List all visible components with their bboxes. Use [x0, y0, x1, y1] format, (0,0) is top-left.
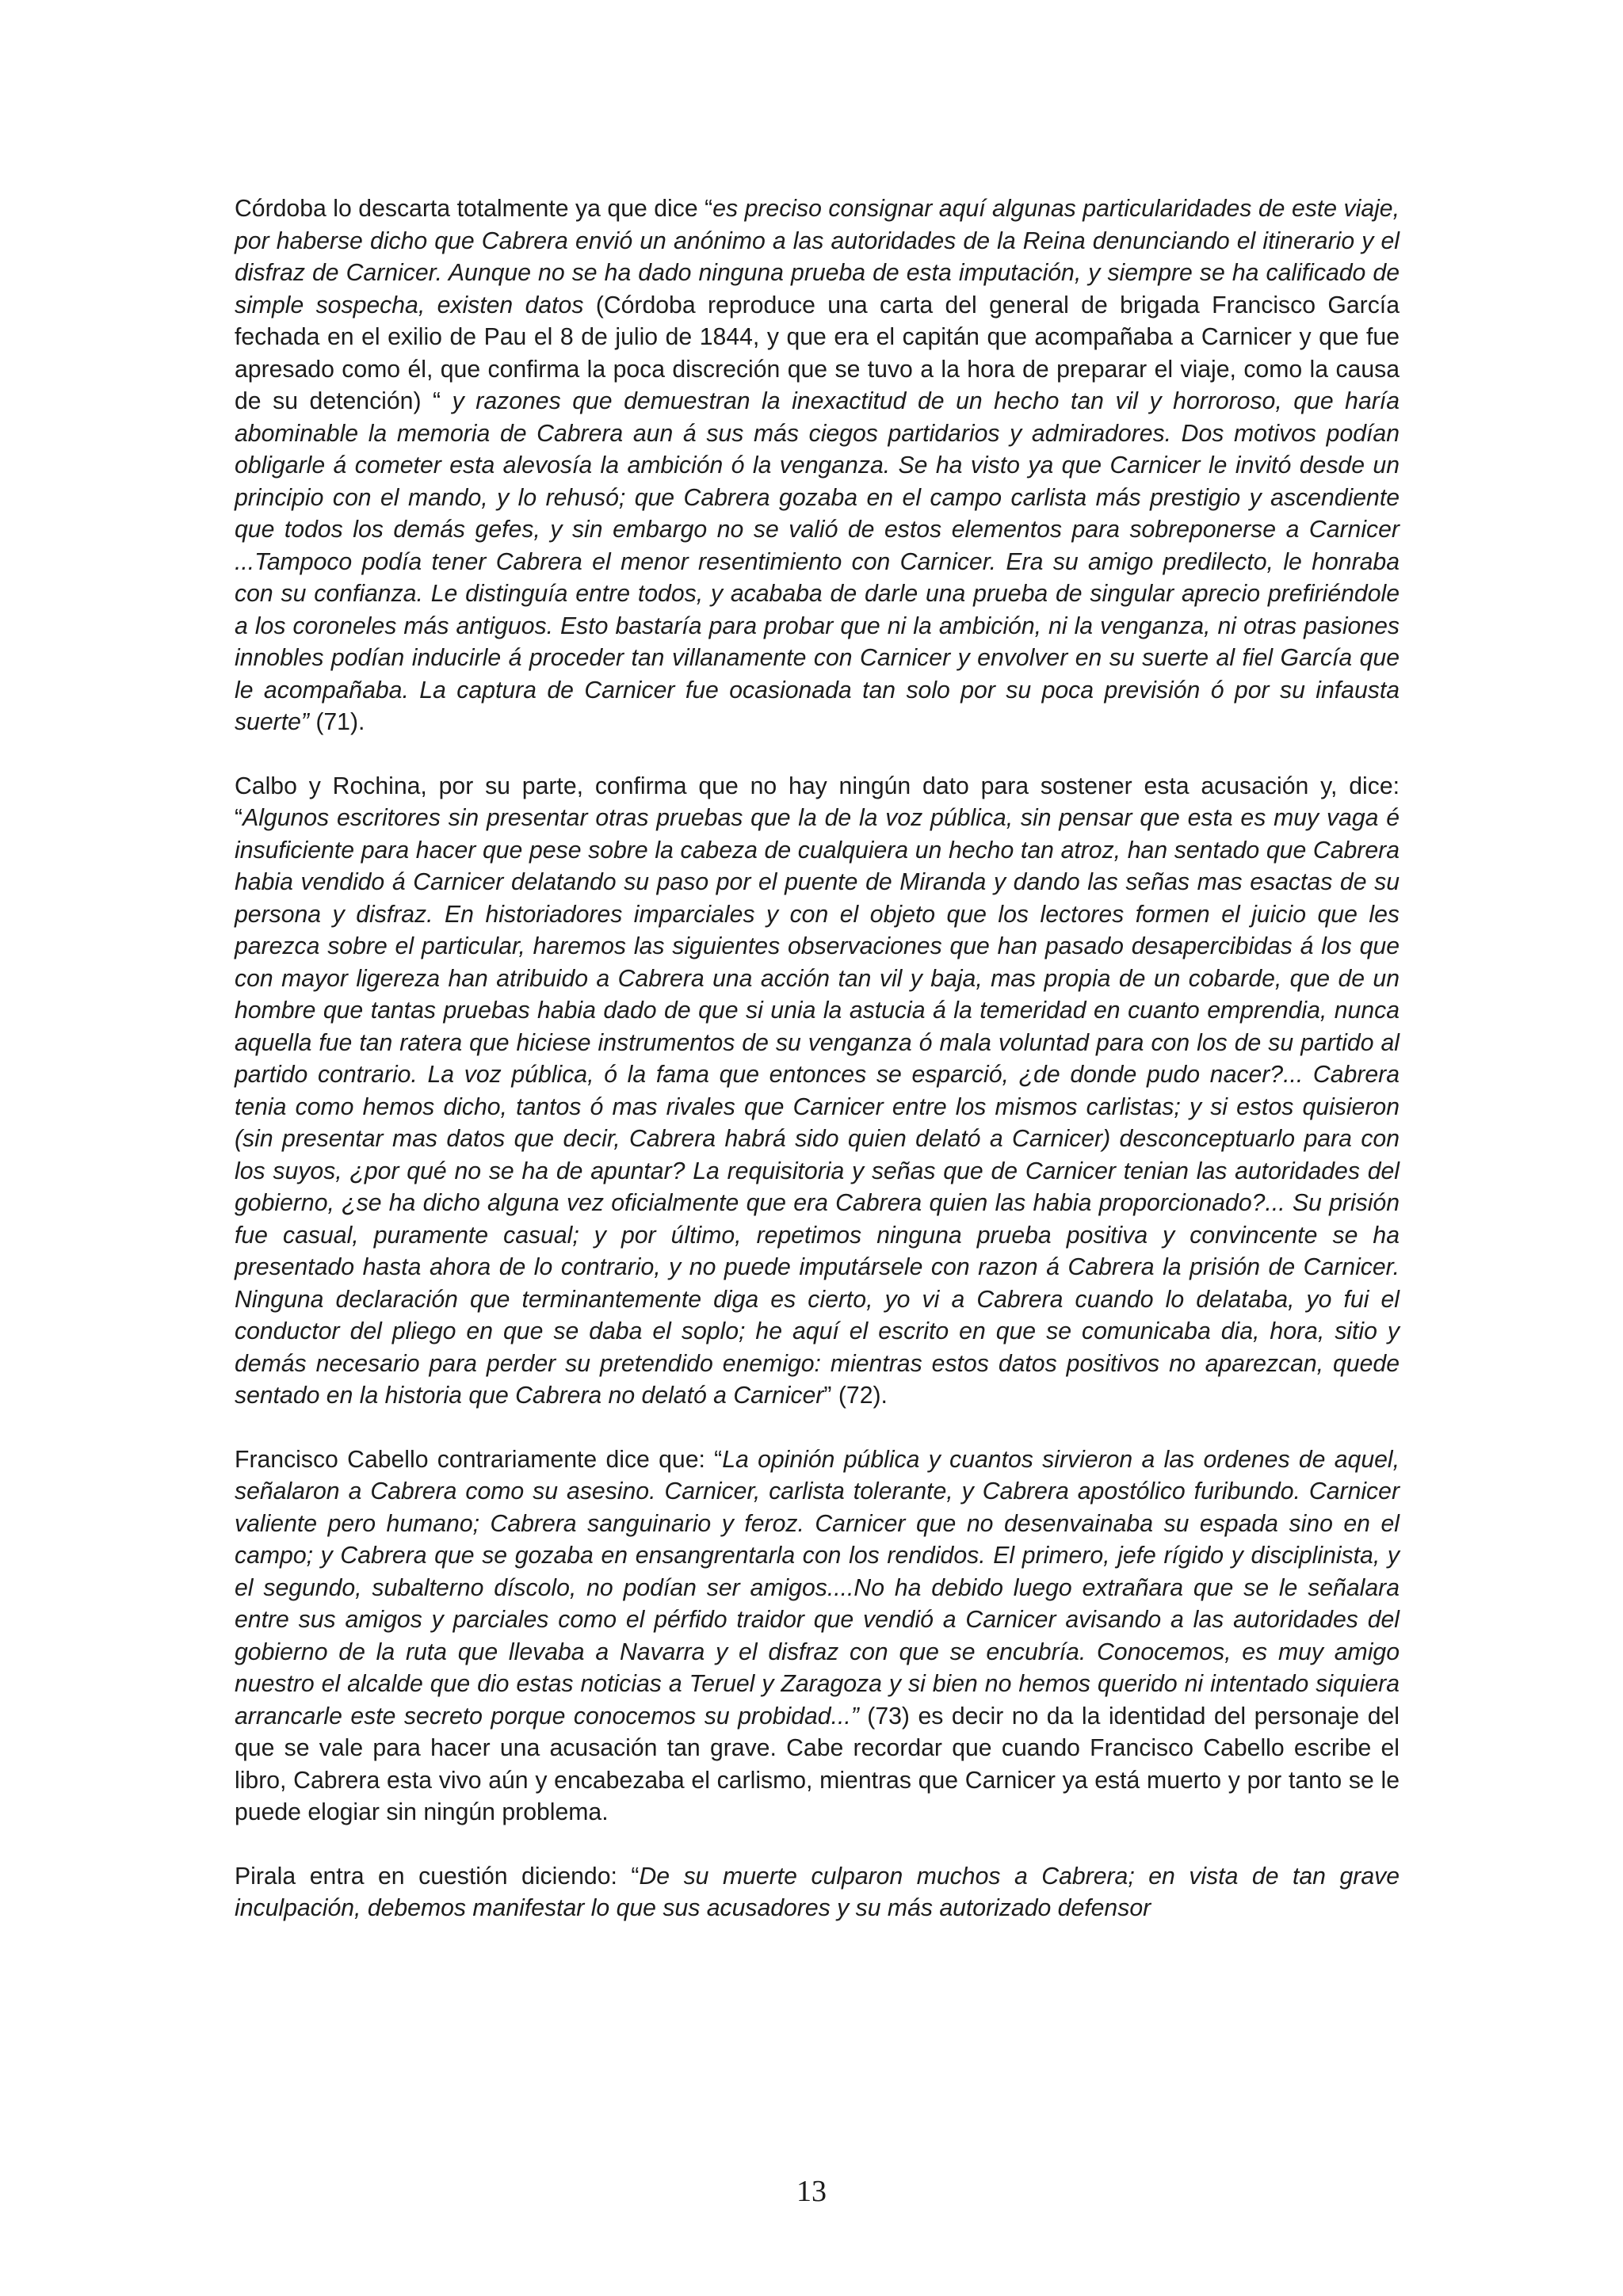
quote-segment: De su muerte culparon muchos a Cabrera; en vista de tan grave inculpación, debemos manifestar lo que sus acusadores y su más autorizado defensor: [235, 1863, 1400, 1921]
quote-segment: La opinión pública y cuantos sirvieron a las ordenes de aquel, señalaron a Cabrera como su asesino. Carnicer, carlista tolerante, y Cabrera apostólico furibundo. Carnicer valiente pero humano; Cabrera sanguinario y feroz. Carnicer que no desenvainaba su espada sino en el campo; y Cabrera que se gozaba en ensangrentarla con los rendidos. El primero, jefe rígido y disciplinista, y el segundo, subalterno díscolo, no podían ser amigos....No ha debido luego extrañara que se le señalara entre sus amigos y parciales como el pérfido traidor que vendió a Carnicer avisando a las autoridades del gobierno de la ruta que llevaba a Navarra y el disfraz con que se encubría. Conocemos, es muy amigo nuestro el alcalde que dio estas noticias a Teruel y Zaragoza y si bien no hemos querido ni intentado siquiera arrancarle este secreto porque conocemos su probidad...”: [235, 1446, 1400, 1730]
quote-segment: Algunos escritores sin presentar otras pruebas que la de la voz pública, sin pensar que esta es muy vaga é insuficiente para hacer que pese sobre la cabeza de cualquiera un hecho tan atroz, han sentado que Cabrera habia vendido á Carnicer delatando su paso por el puente de Miranda y dando las señas mas esactas de su persona y disfraz. En historiadores imparciales y con el objeto que los lectores formen el juicio que les parezca sobre el particular, haremos las siguientes observaciones que han pasado desapercibidas á los que con mayor ligereza han atribuido a Cabrera una acción tan vil y baja, mas propia de un cobarde, que de un hombre que tantas pruebas habia dado de que si unia la astucia á la temeridad en cuanto emprendia, nunca aquella fue tan ratera que hiciese instrumentos de su venganza ó mala voluntad para con los de su partido al partido contrario. La voz pública, ó la fama que entonces se esparció, ¿de donde pudo nacer?... Cabrera tenia como hemos dicho, tantos ó mas rivales que Carnicer entre los mismos carlistas; y si estos quisieron (sin presentar mas datos que decir, Cabrera habrá sido quien delató a Carnicer) desconceptuarlo para con los suyos, ¿por qué no se ha de apuntar? La requisitoria y señas que de Carnicer tenian las autoridades del gobierno, ¿se ha dicho alguna vez oficialmente que era Cabrera quien las habia proporcionado?... Su prisión fue casual, puramente casual; y por último, repetimos ninguna prueba positiva y convincente se ha presentado hasta ahora de lo contrario, y no puede imputársele con razon á Cabrera la prisión de Carnicer. Ninguna declaración que terminantemente diga es cierto, yo vi a Cabrera cuando lo delataba, yo fui el conductor del pliego en que se daba el soplo; he aquí el escrito en que se comunicaba dia, hora, sitio y demás necesario para perder su pretendido enemigo: mientras estos datos positivos no aparezcan, quede sentado en la historia que Cabrera no delató a Carnicer: [235, 805, 1400, 1409]
text-segment: Córdoba lo descarta totalmente ya que dice “: [235, 196, 713, 222]
document-body: [235, 193, 1400, 1957]
text-segment: (Córdoba reproduce una carta del general de brigada Francisco García fechada en el exilio de Pau el 8 de julio de 1844, y que era el capitán que acompañaba a Carnicer y que fue apresado como él, que confirma la poca discreción que se tuvo a la hora de preparar el viaje, como la causa de su detención) “: [235, 292, 1400, 414]
text-segment: Francisco Cabello contrariamente dice que: “: [235, 1446, 723, 1473]
paragraph-pirala: [235, 1861, 1400, 1925]
text-segment: Calbo y Rochina, por su parte, confirma que no hay ningún dato para sostener esta acusación y, dice: “: [235, 772, 1400, 831]
page-number: 13: [796, 2175, 827, 2208]
text-segment: Pirala entra en cuestión diciendo: “: [235, 1863, 640, 1890]
citation-segment: (71).: [308, 709, 365, 735]
paragraph-cordoba: [235, 193, 1400, 739]
citation-segment: ” (72).: [823, 1383, 888, 1409]
quote-segment: es preciso consignar aquí algunas particularidades de este viaje, por haberse dicho que Cabrera envió un anónimo a las autoridades de la Reina denunciando el itinerario y el disfraz de Carnicer. Aunque no se ha dado ninguna prueba de esta imputación, y siempre se ha calificado de simple sospecha, existen datos: [235, 196, 1400, 318]
paragraph-calbo-rochina: [235, 771, 1400, 1413]
quote-segment: y razones que demuestran la inexactitud de un hecho tan vil y horroroso, que haría abominable la memoria de Cabrera aun á sus más ciegos partidarios y admiradores. Dos motivos podían obligarle á cometer esta alevosía la ambición ó la venganza. Se ha visto ya que Carnicer le invitó desde un principio con el mando, y lo rehusó; que Cabrera gozaba en el campo carlista más prestigio y ascendiente que todos los demás gefes, y sin embargo no se valió de estos elementos para sobreponerse a Carnicer ...Tampoco podía tener Cabrera el menor resentimiento con Carnicer. Era su amigo predilecto, le honraba con su confianza. Le distinguía entre todos, y acababa de darle una prueba de singular aprecio prefiriéndole a los coroneles más antiguos. Esto bastaría para probar que ni la ambición, ni la venganza, ni otras pasiones innobles podían inducirle á proceder tan villanamente con Carnicer y envolver en su suerte al fiel García que le acompañaba. La captura de Carnicer fue ocasionada tan solo por su poca previsión ó por su infausta suerte”: [235, 388, 1400, 735]
text-segment: (73) es decir no da la identidad del personaje del que se vale para hacer una acusación tan grave. Cabe recordar que cuando Francisco Cabello escribe el libro, Cabrera esta vivo aún y encabezaba el carlismo, mientras que Carnicer ya está muerto y por tanto se le puede elogiar sin ningún problema.: [235, 1703, 1400, 1825]
paragraph-cabello: [235, 1444, 1400, 1829]
